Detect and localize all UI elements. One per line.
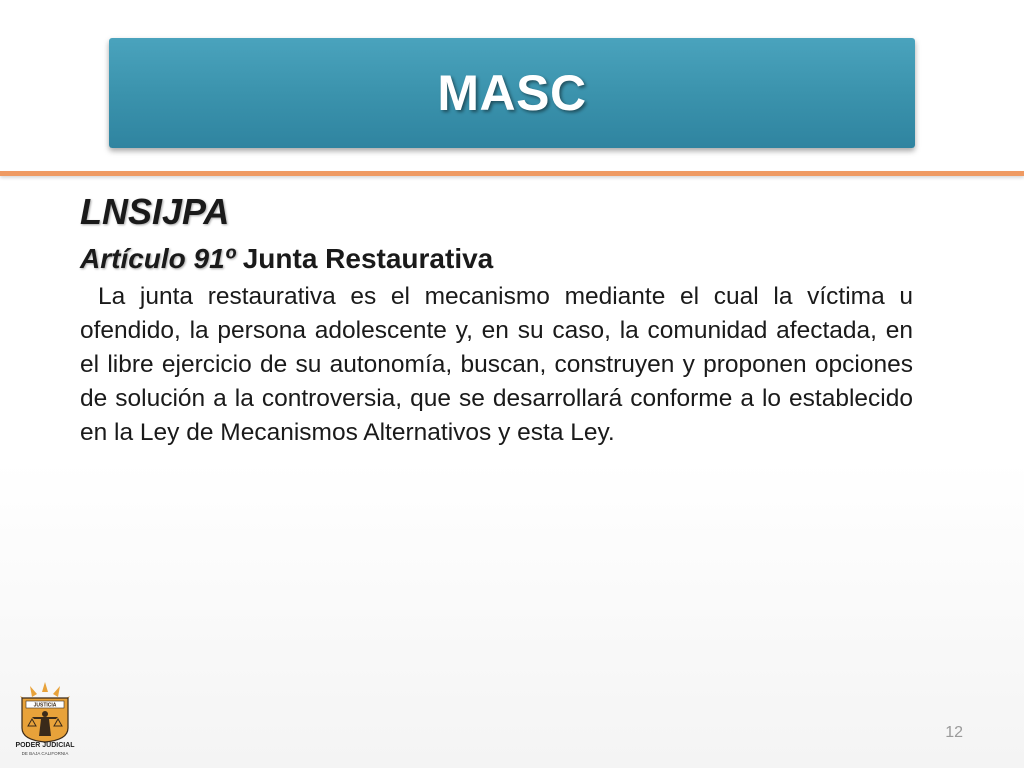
title-banner — [109, 38, 915, 148]
page-number: 12 — [945, 724, 963, 741]
slide-title: MASC — [437, 65, 587, 121]
article-number: Artículo 91º — [80, 243, 235, 274]
law-code-heading: LNSIJPA — [80, 191, 230, 232]
slide-content — [80, 190, 913, 450]
article-heading — [80, 242, 913, 276]
logo-banner-text: JUSTICIA — [33, 702, 57, 709]
title-divider — [0, 171, 1024, 176]
logo-caption: PODER JUDICIAL — [15, 742, 75, 749]
article-title: Junta Restaurativa — [242, 243, 494, 274]
article-body: La junta restaurativa es el mecanismo mediante el cual la víctima u ofendido, la persona adolescente y, en su caso, la comunidad afectada, en el libre ejercicio de su autonomía, buscan, construyen y proponen opciones de solución a la controversia, que se desarrollará conforme a lo establecido en la Ley de Mecanismos Alternativos y esta Ley. — [80, 283, 913, 446]
logo-subcaption: DE BAJA CALIFORNIA — [21, 751, 69, 756]
